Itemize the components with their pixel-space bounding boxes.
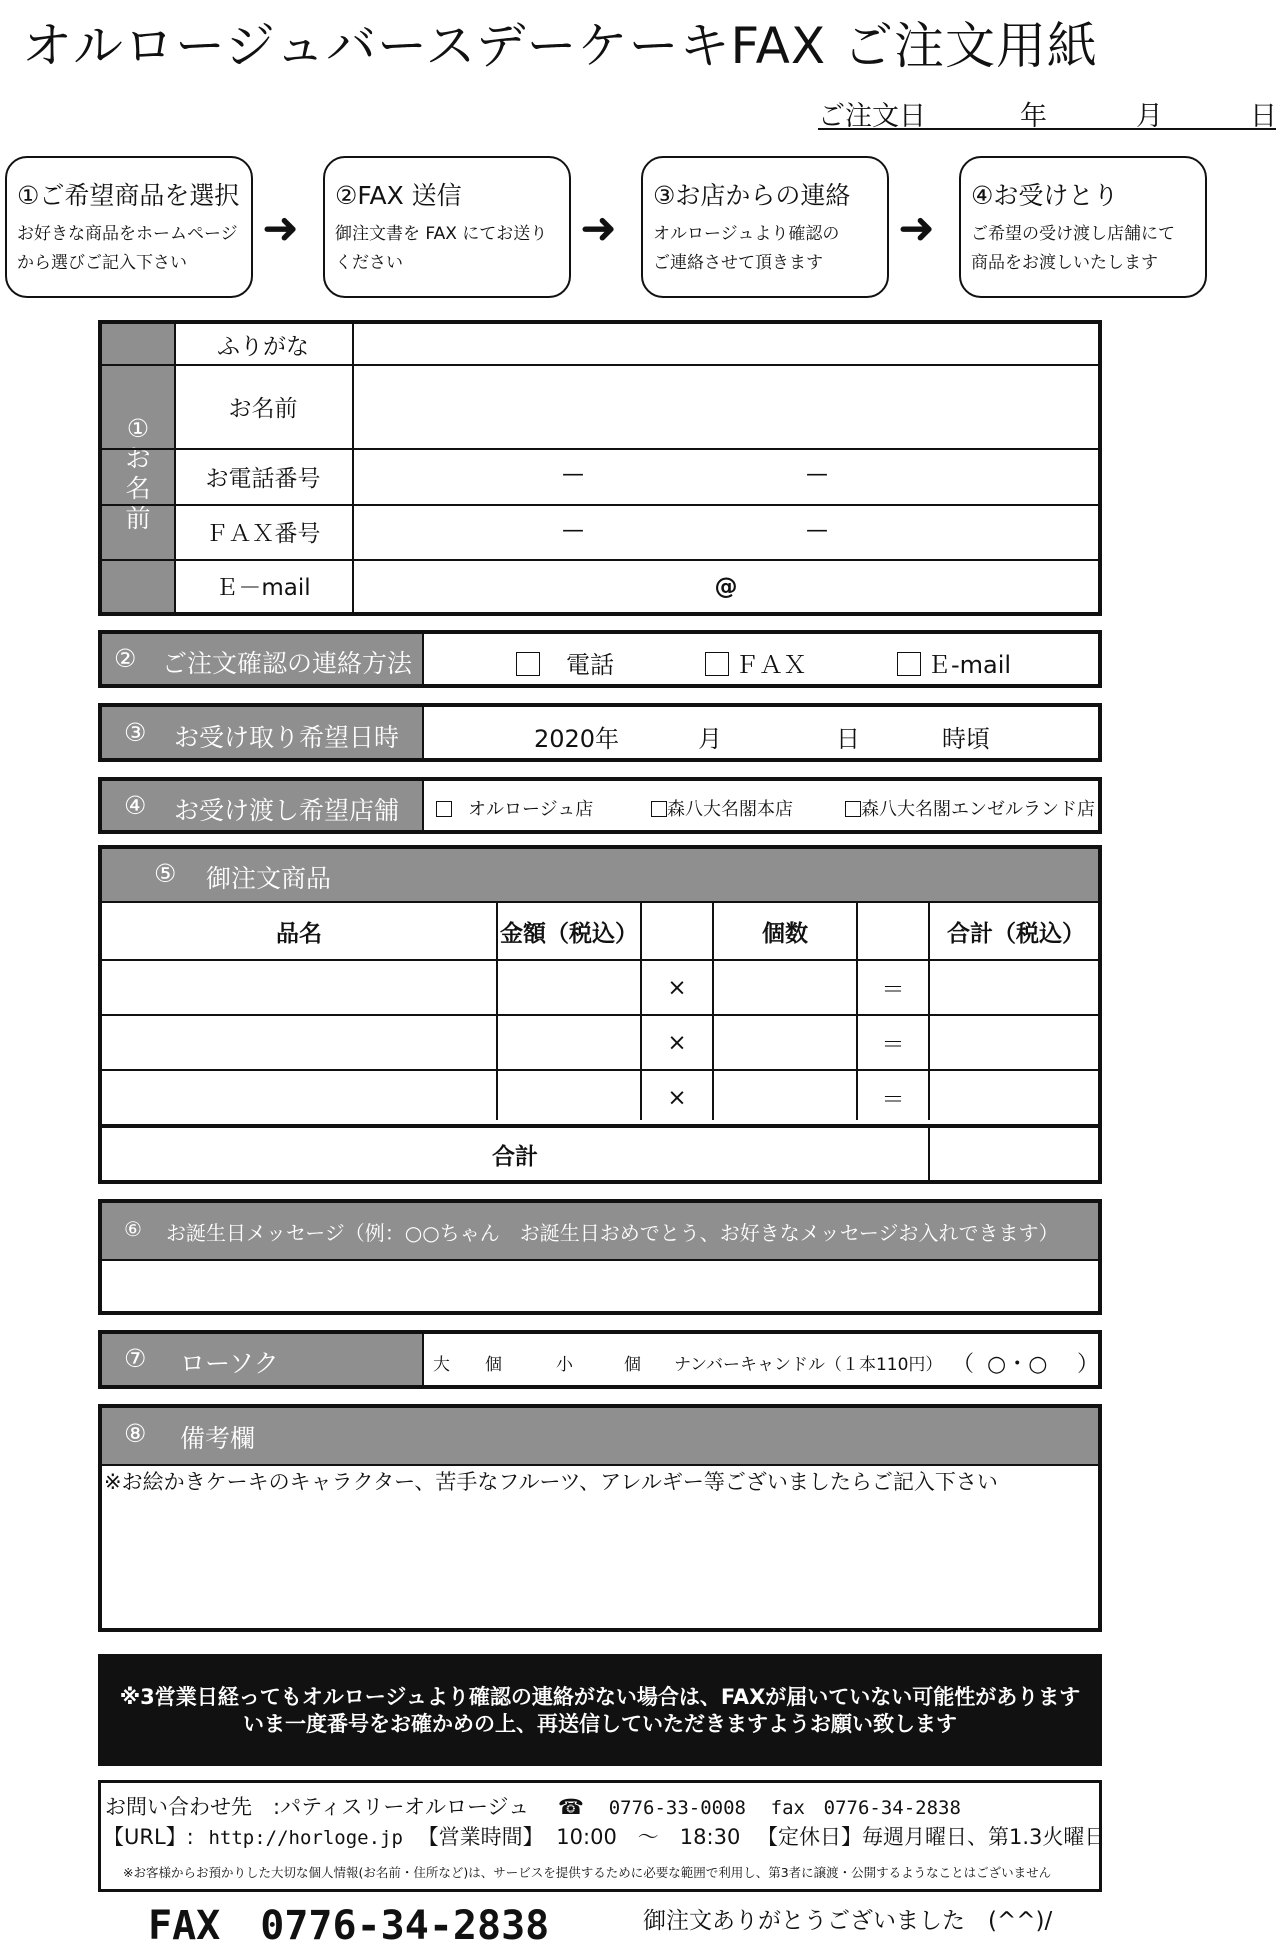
candle-section	[98, 1330, 1102, 1389]
item-3-total-field[interactable]	[930, 1071, 1102, 1124]
step-4-heading: ④お受けとり	[971, 181, 1119, 210]
arrow-right-icon: ➜	[580, 203, 617, 254]
checkbox-icon	[436, 801, 452, 817]
phone-dash-1: —	[562, 462, 584, 487]
closed-label: 【定休日】	[757, 1825, 863, 1849]
remarks-number: ⑧	[124, 1419, 147, 1448]
checkbox-icon	[516, 652, 540, 676]
step-2-heading: ②FAX 送信	[335, 181, 462, 210]
sum-total-field[interactable]	[930, 1128, 1102, 1180]
step-4-box	[959, 156, 1207, 298]
fax-dash-1: —	[562, 518, 584, 543]
candle-large-label: 大	[433, 1355, 450, 1375]
candle-small-count[interactable]: 個	[624, 1355, 641, 1375]
name-field[interactable]	[354, 366, 1098, 448]
order-day-label: 日	[1250, 101, 1277, 132]
checkbox-icon	[705, 652, 729, 676]
remarks-field[interactable]	[102, 1498, 1098, 1628]
pickup-store-number: ④	[124, 791, 147, 820]
candle-number: ⑦	[124, 1344, 147, 1373]
birthday-message-number: ⑥	[124, 1217, 142, 1241]
pickup-year[interactable]: 2020年	[534, 725, 620, 753]
footer-fax-number[interactable]: FAX 0776-34-2838	[148, 1903, 550, 1941]
order-items-number: ⑤	[154, 859, 177, 888]
contact-method-label: ご注文確認の連絡方法	[162, 649, 413, 678]
pickup-datetime-label: お受け取り希望日時	[174, 723, 400, 752]
item-2-price-field[interactable]	[498, 1016, 640, 1069]
fax-label: ＦＡＸ番号	[205, 521, 321, 547]
candle-small-label: 小	[556, 1355, 573, 1375]
order-items-label: 御注文商品	[206, 864, 332, 893]
col-header-qty: 個数	[762, 920, 808, 947]
footer-thanks: 御注文ありがとうございました (^^)/	[643, 1908, 1053, 1934]
email-label: Ｅ－mail	[215, 575, 311, 601]
checkbox-icon	[651, 801, 667, 817]
step-2-box	[323, 156, 571, 298]
hours-label: 【営業時間】	[417, 1825, 544, 1849]
contact-phone[interactable]: 0776-33-0008	[608, 1797, 746, 1819]
remarks-section	[98, 1404, 1102, 1632]
remarks-label: 備考欄	[180, 1424, 256, 1453]
item-2-name-field[interactable]	[102, 1016, 496, 1069]
contact-shop-label: お問い合わせ先 :パティスリーオルロージュ	[105, 1795, 530, 1819]
item-1-total-field[interactable]	[930, 961, 1102, 1014]
phone-icon: ☎	[557, 1795, 584, 1819]
item-1-qty-field[interactable]	[714, 961, 856, 1014]
order-date-label: ご注文日	[818, 101, 926, 132]
pickup-store-label: お受け渡し希望店舗	[174, 796, 400, 825]
birthday-message-field[interactable]	[102, 1261, 1098, 1311]
contact-fax-option[interactable]: ＦＡＸ	[705, 645, 807, 680]
contact-method-number: ②	[114, 644, 137, 673]
email-at-sign: @	[714, 573, 738, 600]
contact-info-box	[98, 1780, 1106, 1892]
phone-dash-2: —	[806, 462, 828, 487]
pickup-datetime-section	[98, 703, 1102, 762]
equals-sign: ＝	[881, 1032, 905, 1058]
hours-value: 10:00 ～ 18:30	[556, 1825, 741, 1849]
contact-phone-option[interactable]: 電話	[516, 645, 614, 680]
step-2-desc-2: ください	[335, 253, 403, 273]
item-1-name-field[interactable]	[102, 961, 496, 1014]
resend-notice	[98, 1654, 1102, 1766]
arrow-right-icon: ➜	[898, 203, 935, 254]
step-4-desc-2: 商品をお渡しいたします	[971, 253, 1158, 273]
furigana-field[interactable]	[354, 324, 1098, 364]
arrow-right-icon: ➜	[262, 203, 299, 254]
remarks-hint: ※お絵かきケーキのキャラクター、苦手なフルーツ、アレルギー等ございましたらご記入下さい	[104, 1470, 998, 1494]
page-title: オルロージュバースデーケーキFAX ご注文用紙	[22, 17, 1099, 75]
store-option-main[interactable]: 森八大名閣本店	[651, 795, 793, 821]
pickup-month[interactable]: 月	[698, 725, 722, 753]
shop-url-link[interactable]: http://horloge.jp	[208, 1827, 403, 1849]
order-year-label: 年	[1020, 101, 1047, 132]
contact-method-section	[98, 630, 1102, 688]
number-candle-paren-open: （	[952, 1352, 975, 1377]
birthday-message-label: お誕生日メッセージ（例：○○ちゃん お誕生日おめでとう、お好きなメッセージお入れできます）	[166, 1221, 1059, 1245]
item-2-total-field[interactable]	[930, 1016, 1102, 1069]
col-header-price: 金額（税込）	[500, 920, 638, 947]
birthday-message-section	[98, 1199, 1102, 1315]
step-2-desc-1: 御注文書を FAX にてお送り	[335, 224, 548, 244]
number-candle-digits[interactable]: ○・○	[987, 1352, 1048, 1377]
url-label: 【URL】:	[103, 1825, 194, 1849]
contact-line-2	[103, 1821, 1105, 1851]
times-sign: ×	[667, 974, 687, 1001]
contact-fax-label: fax	[770, 1797, 805, 1819]
fax-field[interactable]	[354, 506, 1098, 559]
store-option-angelland[interactable]: 森八大名閣エンゼルランド店	[845, 795, 1095, 821]
step-3-desc-1: オルロージュより確認の	[653, 224, 840, 244]
name-label: お名前	[228, 395, 298, 422]
times-sign: ×	[667, 1084, 687, 1111]
order-month-label: 月	[1136, 101, 1163, 132]
pickup-store-section	[98, 777, 1102, 834]
col-header-total: 合計（税込）	[947, 920, 1085, 947]
item-1-price-field[interactable]	[498, 961, 640, 1014]
item-3-name-field[interactable]	[102, 1071, 496, 1124]
notice-line-2: いま一度番号をお確かめの上、再送信していただきますようお願い致します	[243, 1712, 957, 1736]
checkbox-icon	[845, 801, 861, 817]
contact-fax[interactable]: 0776-34-2838	[823, 1797, 961, 1819]
candle-label: ローソク	[180, 1349, 279, 1378]
order-items-section	[98, 845, 1102, 1184]
closed-value: 毎週月曜日、第1.3火曜日	[862, 1825, 1106, 1849]
step-3-heading: ③お店からの連絡	[653, 181, 851, 210]
pickup-datetime-number: ③	[124, 718, 147, 747]
step-4-desc-1: ご希望の受け渡し店舗にて	[971, 224, 1175, 244]
contact-email-option[interactable]: Ｅ-mail	[897, 645, 1011, 680]
step-3-desc-2: ご連絡させて頂きます	[653, 253, 823, 273]
checkbox-icon	[897, 652, 921, 676]
order-date-row	[818, 92, 1276, 130]
store-option-horloge[interactable]: オルロージュ店	[436, 795, 593, 821]
item-3-price-field[interactable]	[498, 1071, 640, 1124]
pickup-time[interactable]: 時頃	[942, 725, 990, 753]
name-section-side-label: ①お名前	[125, 414, 151, 533]
number-candle-label: ナンバーキャンドル（１本110円）	[674, 1355, 943, 1375]
col-header-name: 品名	[276, 920, 322, 947]
equals-sign: ＝	[881, 977, 905, 1003]
contact-line-1	[105, 1791, 961, 1821]
furigana-label: ふりがな	[217, 333, 309, 360]
equals-sign: ＝	[881, 1087, 905, 1113]
phone-field[interactable]	[354, 450, 1098, 504]
step-1-desc-1: お好きな商品をホームページ	[17, 224, 238, 244]
item-3-qty-field[interactable]	[714, 1071, 856, 1124]
step-1-desc-2: から選びご記入下さい	[17, 253, 187, 273]
pickup-day[interactable]: 日	[836, 725, 860, 753]
notice-line-1: ※3営業日経ってもオルロージュより確認の連絡がない場合は、FAXが届いていない可能性があります	[119, 1685, 1081, 1709]
step-3-box	[641, 156, 889, 298]
number-candle-paren-close: ）	[1077, 1352, 1100, 1377]
name-section	[98, 320, 1102, 616]
candle-large-count[interactable]: 個	[485, 1355, 502, 1375]
phone-label: お電話番号	[205, 465, 321, 492]
fax-dash-2: —	[806, 518, 828, 543]
sum-label: 合計	[492, 1143, 538, 1170]
item-2-qty-field[interactable]	[714, 1016, 856, 1069]
step-1-heading: ①ご希望商品を選択	[17, 181, 240, 210]
times-sign: ×	[667, 1029, 687, 1056]
step-1-box	[5, 156, 253, 298]
email-field[interactable]	[354, 561, 1098, 612]
privacy-note: ※お客様からお預かりした大切な個人情報(お名前・住所など)は、サービスを提供するために必要な範囲で利用し、第3者に譲渡・公開するようなことはございません	[123, 1865, 1052, 1880]
